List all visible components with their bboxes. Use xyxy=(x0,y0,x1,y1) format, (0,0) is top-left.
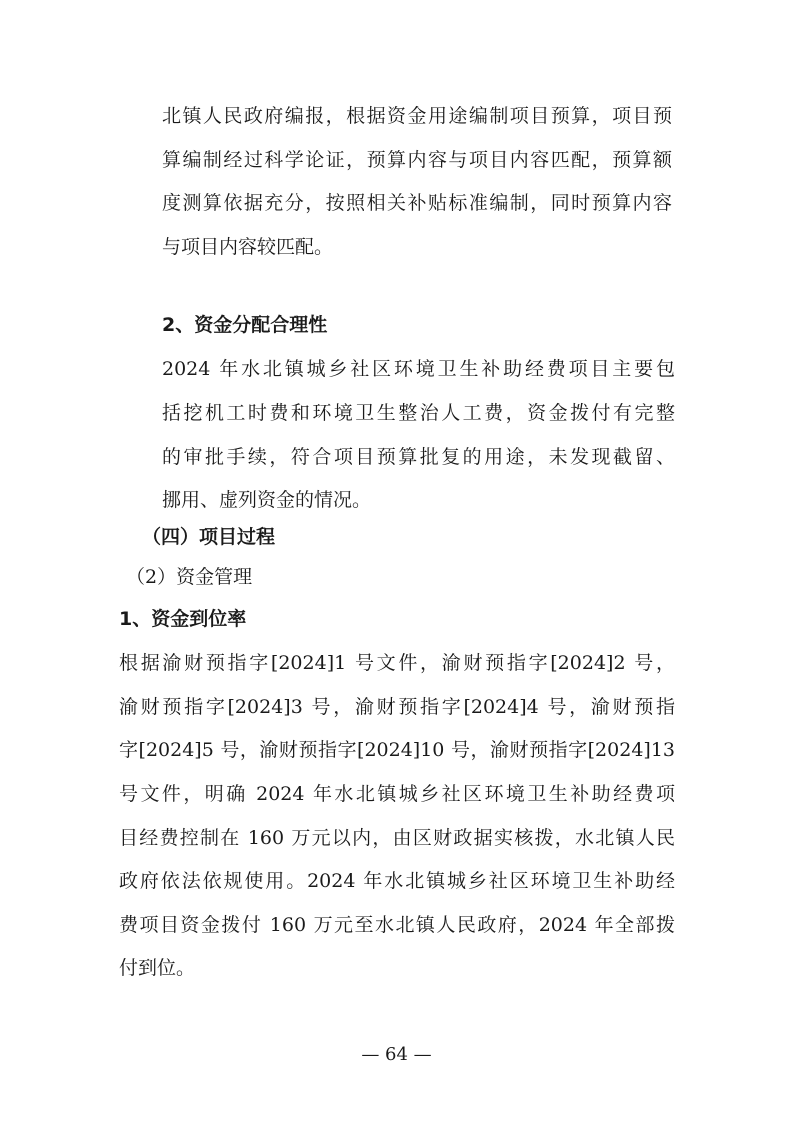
paragraph-line: 度测算依据充分，按照相关补贴标准编制，同时预算内容 xyxy=(162,192,672,214)
paragraph-line: 与项目内容较匹配。 xyxy=(162,236,334,258)
paragraph-line: 渝财预指字[2024]3 号，渝财预指字[2024]4 号，渝财预指 xyxy=(119,696,675,718)
paragraph-line: 括挖机工时费和环境卫生整治人工费，资金拨付有完整 xyxy=(162,402,675,424)
paragraph-line: 算编制经过科学论证，预算内容与项目内容匹配，预算额 xyxy=(162,149,672,171)
page-number: — 64 — xyxy=(361,1044,432,1065)
paragraph-line: 费项目资金拨付 160 万元至水北镇人民政府，2024 年全部拨 xyxy=(119,914,675,936)
section-heading-project-process: （四）项目过程 xyxy=(142,526,276,548)
paragraph-line: 字[2024]5 号，渝财预指字[2024]10 号，渝财预指字[2024]13 xyxy=(119,739,675,761)
paragraph-line: 根据渝财预指字[2024]1 号文件，渝财预指字[2024]2 号， xyxy=(119,652,675,674)
subsection-heading-fund-management: （2）资金管理 xyxy=(126,566,253,588)
paragraph-line: 北镇人民政府编报，根据资金用途编制项目预算，项目预 xyxy=(162,105,672,127)
paragraph-line: 号文件，明确 2024 年水北镇城乡社区环境卫生补助经费项 xyxy=(119,783,675,805)
section-heading: 1、资金到位率 xyxy=(119,608,247,630)
paragraph-line: 目经费控制在 160 万元以内，由区财政据实核拨，水北镇人民 xyxy=(119,827,675,849)
section-heading: 2、资金分配合理性 xyxy=(162,314,328,336)
paragraph-line: 政府依法依规使用。2024 年水北镇城乡社区环境卫生补助经 xyxy=(119,870,675,892)
paragraph-line: 付到位。 xyxy=(119,957,196,979)
paragraph-line: 2024 年水北镇城乡社区环境卫生补助经费项目主要包 xyxy=(162,358,675,380)
paragraph-line: 挪用、虚列资金的情况。 xyxy=(162,489,372,511)
paragraph-line: 的审批手续，符合项目预算批复的用途，未发现截留、 xyxy=(162,446,675,468)
